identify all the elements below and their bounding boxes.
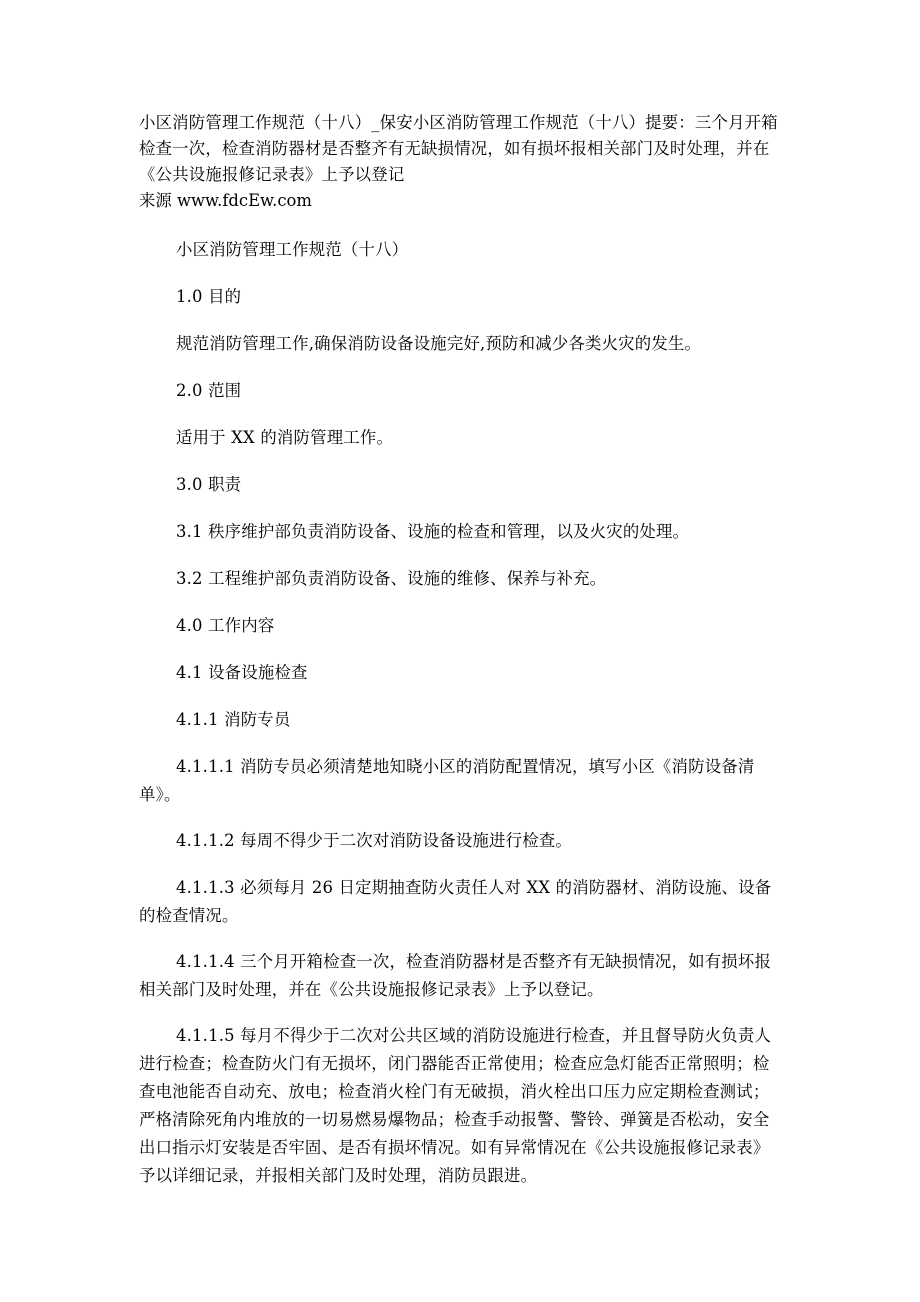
- intro-text: 小区消防管理工作规范（十八）_保安小区消防管理工作规范（十八）提要：三个月开箱检查一次，检查消防器材是否整齐有无缺损情况，如有损坏报相关部门及时处理，并在《公共设施报修记录表》上予以登记: [139, 113, 778, 184]
- subsection-heading-4-1: 4.1 设备设施检查: [176, 663, 308, 682]
- doc-title: 小区消防管理工作规范（十八）: [176, 240, 409, 259]
- section-heading-work: 4.0 工作内容: [176, 616, 275, 635]
- subsection-heading-4-1-1: 4.1.1 消防专员: [176, 710, 291, 729]
- source-line: 来源 www.fdcEw.com: [139, 191, 312, 210]
- section-heading-scope: 2.0 范围: [176, 381, 242, 400]
- paragraph-4-1-1-1: 4.1.1.1 消防专员必须清楚地知晓小区的消防配置情况，填写小区《消防设备清单》。: [139, 757, 755, 804]
- section-heading-purpose: 1.0 目的: [176, 287, 242, 306]
- paragraph-4-1-1-2: 4.1.1.2 每周不得少于二次对消防设备设施进行检查。: [176, 831, 572, 850]
- paragraph-duty-3-1: 3.1 秩序维护部负责消防设备、设施的检查和管理，以及火灾的处理。: [176, 522, 690, 541]
- paragraph-4-1-1-4: 4.1.1.4 三个月开箱检查一次，检查消防器材是否整齐有无缺损情况，如有损坏报相关部门及时处理，并在《公共设施报修记录表》上予以登记。: [139, 952, 772, 999]
- document-body: [139, 110, 785, 1208]
- paragraph-purpose: 规范消防管理工作,确保消防设备设施完好,预防和减少各类火灾的发生。: [176, 334, 702, 353]
- paragraph-scope: 适用于 XX 的消防管理工作。: [176, 428, 394, 447]
- section-heading-duties: 3.0 职责: [176, 475, 242, 494]
- paragraph-duty-3-2: 3.2 工程维护部负责消防设备、设施的维修、保养与补充。: [176, 569, 607, 588]
- paragraph-4-1-1-5: 4.1.1.5 每月不得少于二次对公共区域的消防设施进行检查，并且督导防火负责人进行检查；检查防火门有无损坏，闭门器能否正常使用；检查应急灯能否正常照明；检查电池能否自动充、放电；检查消火栓门有无破损，消火栓出口压力应定期检查测试；严格清除死角内堆放的一切易燃易爆物品；检查手动报警、警铃、弹簧是否松动，安全出口指示灯安装是否牢固、是否有损坏情况。如有异常情况在《公共设施报修记录表》予以详细记录，并报相关部门及时处理，消防员跟进。: [139, 1026, 772, 1185]
- paragraph-4-1-1-3: 4.1.1.3 必须每月 26 日定期抽查防火责任人对 XX 的消防器材、消防设施、设备的检查情况。: [139, 878, 772, 925]
